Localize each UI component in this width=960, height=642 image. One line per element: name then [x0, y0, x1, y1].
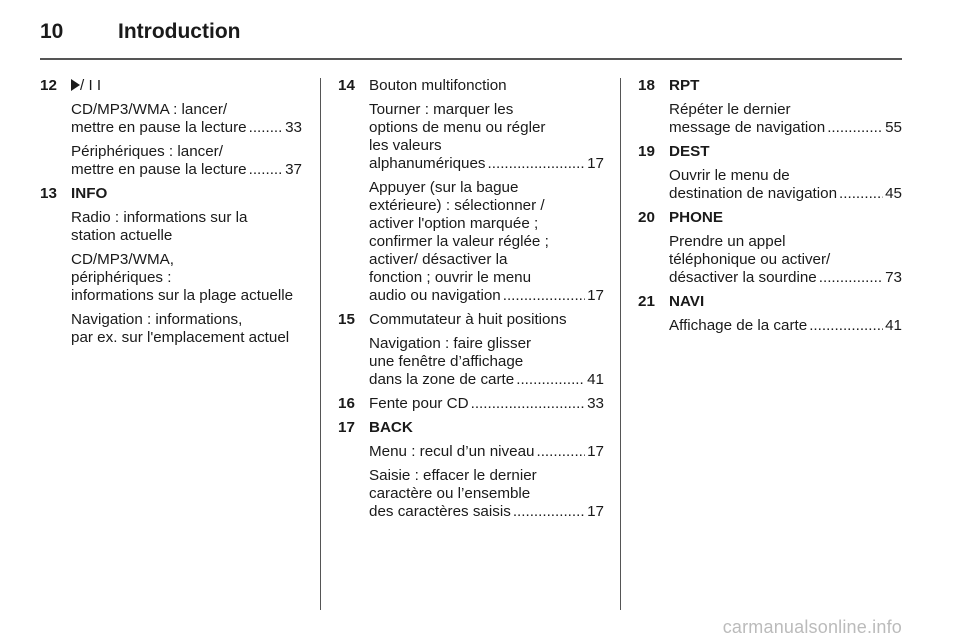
entry-text: activer/ désactiver la — [369, 251, 508, 268]
entry-text: Répéter le dernier — [669, 101, 791, 118]
page-reference: 33 — [285, 119, 302, 136]
entry-text: Navigation : faire glisser — [369, 335, 532, 352]
item-label: NAVI — [669, 293, 705, 310]
entry-line — [369, 371, 604, 389]
dot-leader — [516, 371, 585, 389]
item-number: 21 — [638, 293, 655, 310]
column-divider — [320, 78, 321, 610]
entry-line — [71, 119, 302, 137]
entry-text: message de navigation — [669, 119, 826, 136]
dot-leader — [249, 119, 283, 137]
dot-leader — [809, 317, 883, 335]
item-description — [338, 467, 604, 521]
entry-line — [71, 311, 302, 329]
item-description — [40, 143, 302, 179]
page-number: 10 — [40, 20, 64, 43]
entry-line — [669, 119, 902, 137]
item-19 — [638, 143, 902, 161]
item-21 — [638, 293, 902, 311]
entry-line — [71, 251, 302, 269]
entry-text: Ouvrir le menu de — [669, 167, 790, 184]
page-reference: 73 — [885, 269, 902, 286]
item-description — [338, 443, 604, 461]
item-number: 13 — [40, 185, 57, 202]
dot-leader — [827, 119, 883, 137]
dot-leader — [819, 269, 883, 287]
entry-text: les valeurs — [369, 137, 442, 154]
page-reference: 55 — [885, 119, 902, 136]
page-reference: 17 — [587, 443, 604, 460]
item-label: Bouton multifonction — [369, 77, 507, 94]
item-label — [71, 77, 101, 94]
dot-leader — [249, 161, 283, 179]
dot-leader — [513, 503, 585, 521]
item-description — [638, 233, 902, 287]
column-left — [40, 77, 302, 353]
entry-line — [71, 101, 302, 119]
item-label: Commutateur à huit positions — [369, 311, 567, 328]
entry-line — [369, 233, 604, 251]
item-number: 16 — [338, 395, 355, 412]
entry-text: destination de navigation — [669, 185, 838, 202]
item-description — [638, 101, 902, 137]
item-14 — [338, 77, 604, 95]
item-description — [638, 317, 902, 335]
entry-text: activer l'option marquée ; — [369, 215, 539, 232]
entry-text: mettre en pause la lecture — [71, 161, 247, 178]
entry-text: par ex. sur l'emplacement actuel — [71, 329, 290, 346]
entry-text: Prendre un appel — [669, 233, 786, 250]
entry-line — [669, 251, 902, 269]
page-reference: 37 — [285, 161, 302, 178]
entry-text: téléphonique ou activer/ — [669, 251, 831, 268]
entry-text: Navigation : informations, — [71, 311, 243, 328]
entry-line — [669, 317, 902, 335]
item-12 — [40, 77, 302, 95]
page-reference: 17 — [587, 503, 604, 520]
page-reference: 41 — [587, 371, 604, 388]
entry-text: confirmer la valeur réglée ; — [369, 233, 549, 250]
entry-line — [369, 197, 604, 215]
entry-line — [669, 101, 902, 119]
entry-line — [369, 155, 604, 173]
item-label: INFO — [71, 185, 108, 202]
item-description — [338, 179, 604, 305]
entry-line — [369, 503, 604, 521]
entry-text: CD/MP3/WMA : lancer/ — [71, 101, 228, 118]
dot-leader — [536, 443, 585, 461]
item-label: RPT — [669, 77, 700, 94]
entry-text: caractère ou l’ensemble — [369, 485, 531, 502]
item-13 — [40, 185, 302, 203]
entry-text: extérieure) : sélectionner / — [369, 197, 545, 214]
item-15 — [338, 311, 604, 329]
entry-text: informations sur la plage actuelle — [71, 287, 294, 304]
column-middle — [338, 77, 604, 527]
entry-line — [369, 287, 604, 305]
entry-line — [369, 215, 604, 233]
dot-leader — [503, 287, 585, 305]
entry-line — [71, 227, 302, 245]
entry-line — [369, 119, 604, 137]
entry-line — [369, 443, 604, 461]
entry-line — [369, 269, 604, 287]
item-number: 18 — [638, 77, 655, 94]
item-number: 20 — [638, 209, 655, 226]
entry-line — [669, 269, 902, 287]
item-number: 15 — [338, 311, 355, 328]
item-description — [338, 101, 604, 173]
chapter-title: Introduction — [118, 20, 241, 43]
column-right — [638, 77, 902, 341]
entry-text: Tourner : marquer les — [369, 101, 514, 118]
entry-line — [71, 209, 302, 227]
item-number: 19 — [638, 143, 655, 160]
entry-text: station actuelle — [71, 227, 173, 244]
dot-leader — [839, 185, 883, 203]
column-divider — [620, 78, 621, 610]
item-20 — [638, 209, 902, 227]
entry-text: Appuyer (sur la bague — [369, 179, 519, 196]
item-number: 12 — [40, 77, 57, 94]
entry-line — [71, 287, 302, 305]
item-17 — [338, 419, 604, 437]
entry-line — [369, 485, 604, 503]
entry-line — [669, 233, 902, 251]
entry-text: une fenêtre d’affichage — [369, 353, 524, 370]
entry-text: dans la zone de carte — [369, 371, 515, 388]
entry-line — [369, 353, 604, 371]
item-description — [40, 101, 302, 137]
page-reference: 45 — [885, 185, 902, 202]
entry-line — [369, 101, 604, 119]
pause-symbol: / I I — [80, 77, 102, 94]
dot-leader — [488, 155, 586, 173]
item-description — [40, 251, 302, 305]
entry-text: des caractères saisis — [369, 503, 511, 520]
entry-line — [369, 467, 604, 485]
item-label: PHONE — [669, 209, 724, 226]
entry-text: fonction ; ouvrir le menu — [369, 269, 532, 286]
item-description — [40, 209, 302, 245]
entry-line — [71, 329, 302, 347]
item-16 — [338, 395, 604, 413]
page-reference: 17 — [587, 287, 604, 304]
item-label: BACK — [369, 419, 413, 436]
entry-line — [369, 137, 604, 155]
item-description — [638, 167, 902, 203]
watermark: carmanualsonline.info — [722, 617, 902, 637]
dot-leader — [471, 395, 585, 413]
item-label: DEST — [669, 143, 710, 160]
entry-line — [369, 335, 604, 353]
entry-line — [71, 269, 302, 287]
entry-line — [71, 143, 302, 161]
item-label — [369, 395, 604, 413]
entry-text: options de menu ou régler — [369, 119, 546, 136]
item-description — [40, 311, 302, 347]
entry-line — [369, 251, 604, 269]
entry-text: audio ou navigation — [369, 287, 501, 304]
item-18 — [638, 77, 902, 95]
entry-text: Menu : recul d’un niveau — [369, 443, 535, 460]
entry-line — [669, 167, 902, 185]
page-header — [40, 18, 902, 60]
page-reference: 33 — [587, 395, 604, 412]
entry-line — [71, 161, 302, 179]
item-number: 14 — [338, 77, 355, 94]
entry-text: Affichage de la carte — [669, 317, 808, 334]
entry-line — [369, 179, 604, 197]
entry-text: CD/MP3/WMA, — [71, 251, 174, 268]
entry-text: périphériques : — [71, 269, 172, 286]
entry-text: alphanumériques — [369, 155, 486, 172]
entry-line — [669, 185, 902, 203]
item-description — [338, 335, 604, 389]
entry-text: Saisie : effacer le dernier — [369, 467, 537, 484]
entry-text: mettre en pause la lecture — [71, 119, 247, 136]
item-number: 17 — [338, 419, 355, 436]
entry-text: désactiver la sourdine — [669, 269, 817, 286]
page-reference: 17 — [587, 155, 604, 172]
play-pause-icon — [71, 78, 80, 96]
entry-text: Périphériques : lancer/ — [71, 143, 223, 160]
entry-text: Radio : informations sur la — [71, 209, 248, 226]
page-reference: 41 — [885, 317, 902, 334]
item-label-text: Fente pour CD — [369, 395, 469, 412]
